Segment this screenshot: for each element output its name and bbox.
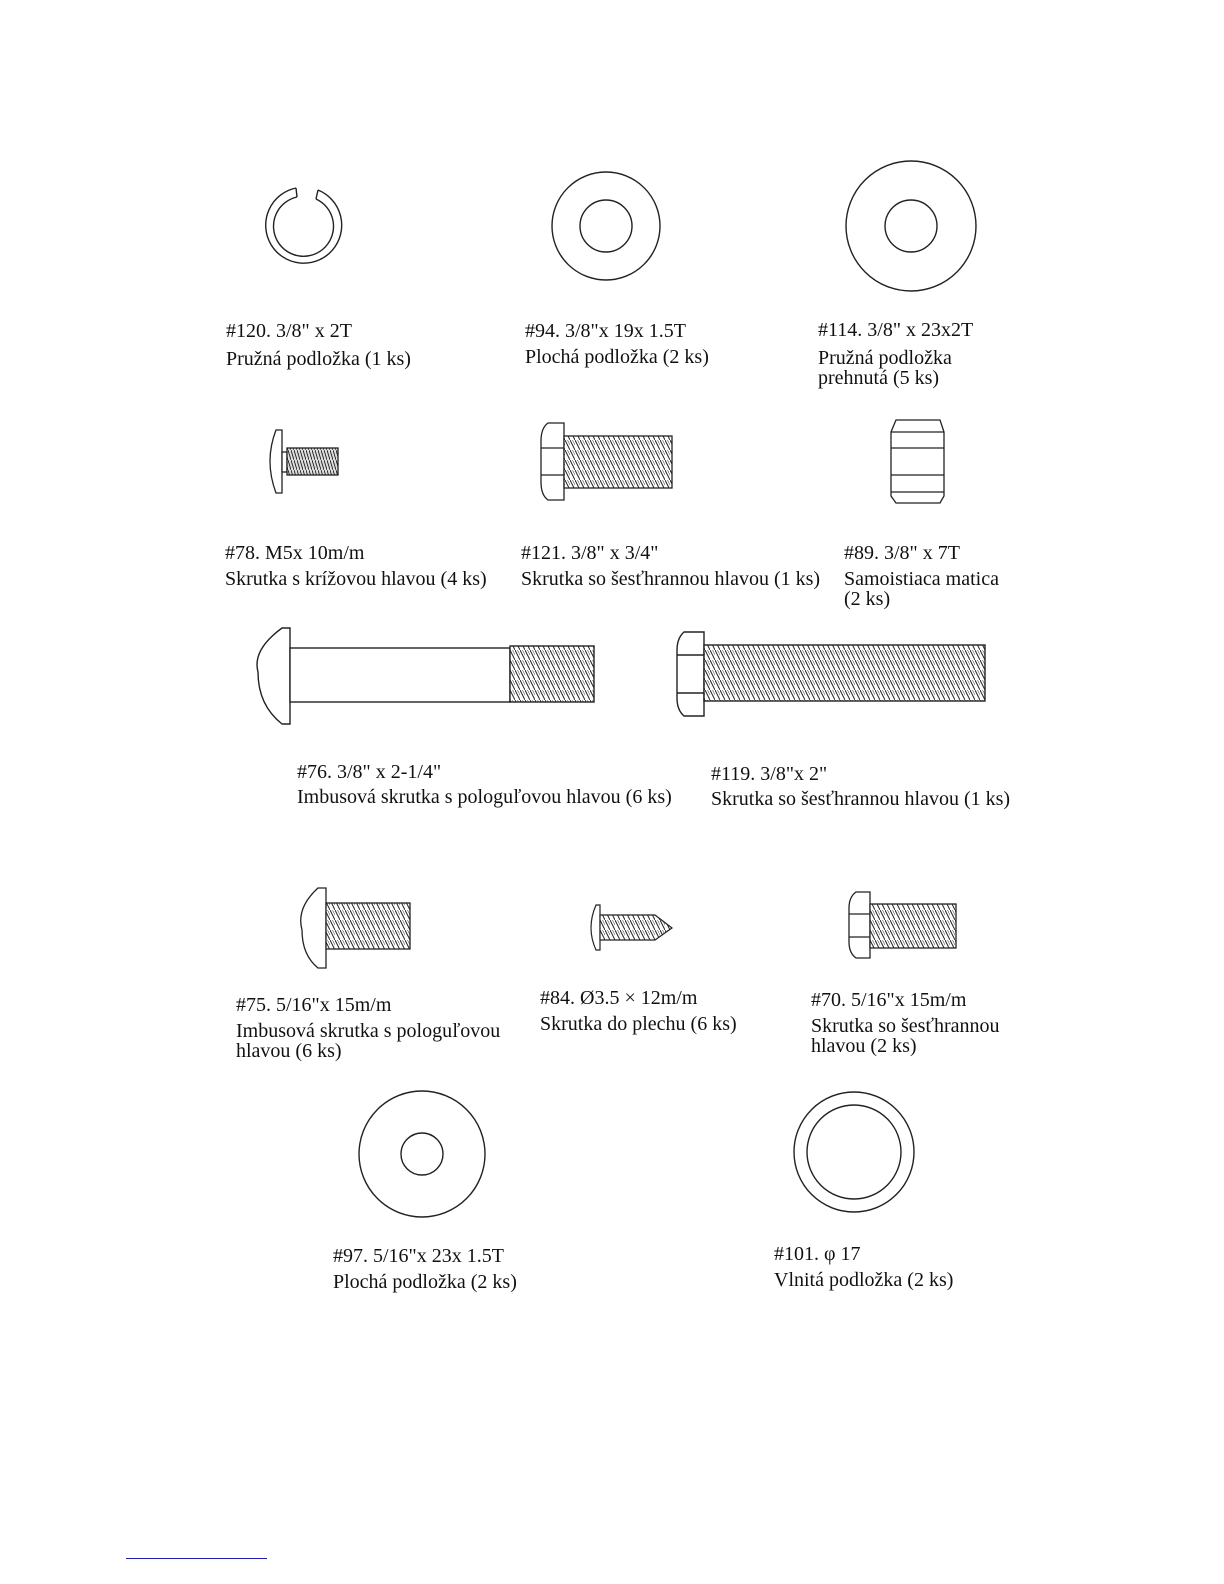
part-code: #84. Ø3.5 × 12m/m: [540, 987, 698, 1009]
part-120-label: [226, 321, 411, 369]
part-code: #76. 3/8" x 2-1/4": [297, 761, 442, 783]
part-code: #78. M5x 10m/m: [225, 542, 365, 564]
part-name-line1: Samoistiaca matica: [844, 568, 999, 590]
part-94-label: [525, 321, 709, 367]
wave-washer-icon: [794, 1092, 914, 1212]
button-head-bolt-icon: [301, 888, 410, 968]
part-name: Vlnitá podložka (2 ks): [774, 1269, 954, 1291]
part-name-line2: hlavou (6 ks): [236, 1040, 342, 1062]
part-name-line2: hlavou (2 ks): [811, 1035, 917, 1057]
part-114-label: [818, 320, 973, 388]
part-name: Plochá podložka (2 ks): [525, 346, 709, 368]
part-code: #97. 5/16"x 23x 1.5T: [333, 1245, 504, 1267]
footnote-divider: [126, 1558, 267, 1559]
part-75-label: [236, 995, 500, 1061]
part-name: Imbusová skrutka s pologuľovou hlavou (6 ks): [297, 786, 672, 808]
part-name: Skrutka s krížovou hlavou (4 ks): [225, 568, 487, 590]
part-121-label: [521, 543, 820, 589]
part-code: #120. 3/8" x 2T: [226, 320, 352, 342]
part-name-line1: Imbusová skrutka s pologuľovou: [236, 1020, 501, 1042]
long-hex-bolt-icon: [677, 632, 985, 716]
short-hex-bolt-icon: [849, 892, 956, 958]
sheet-metal-screw-icon: [591, 905, 672, 950]
lock-nut-icon: [891, 420, 944, 503]
part-name: Skrutka so šesťhrannou hlavou (1 ks): [711, 788, 1011, 810]
part-name: Plochá podložka (2 ks): [333, 1271, 517, 1293]
part-119-label: [711, 764, 1010, 809]
part-code: #94. 3/8"x 19x 1.5T: [525, 320, 686, 342]
part-name-line1: Skrutka so šesťhrannou: [811, 1015, 1000, 1037]
part-code: #75. 5/16"x 15m/m: [236, 994, 392, 1016]
bent-washer-icon: [846, 161, 976, 291]
part-70-label: [811, 990, 1000, 1056]
part-name: Skrutka do plechu (6 ks): [540, 1013, 737, 1035]
hex-bolt-icon: [541, 423, 672, 500]
part-name-line1: Pružná podložka: [818, 347, 952, 369]
part-97-label: [333, 1246, 517, 1292]
part-code: #121. 3/8" x 3/4": [521, 542, 659, 564]
part-name-line2: prehnutá (5 ks): [818, 367, 940, 389]
part-76-label: [297, 762, 672, 807]
part-78-label: [225, 543, 487, 589]
part-code: #89. 3/8" x 7T: [844, 542, 960, 564]
long-button-head-bolt-icon: [257, 628, 594, 724]
part-84-label: [540, 988, 737, 1034]
flat-washer-small-hole-icon: [359, 1091, 485, 1217]
part-code: #101. φ 17: [774, 1243, 861, 1265]
flat-washer-icon: [552, 172, 660, 280]
cross-head-screw-icon: [270, 430, 338, 493]
part-name: Skrutka so šesťhrannou hlavou (1 ks): [521, 568, 821, 590]
split-washer-icon: [266, 188, 342, 263]
part-code: #114. 3/8" x 23x2T: [818, 319, 974, 341]
part-code: #70. 5/16"x 15m/m: [811, 989, 967, 1011]
part-89-label: [844, 543, 999, 609]
part-101-label: [774, 1244, 953, 1290]
part-name: Pružná podložka (1 ks): [226, 348, 411, 370]
part-code: #119. 3/8"x 2": [711, 763, 828, 785]
part-name-line2: (2 ks): [844, 588, 891, 610]
